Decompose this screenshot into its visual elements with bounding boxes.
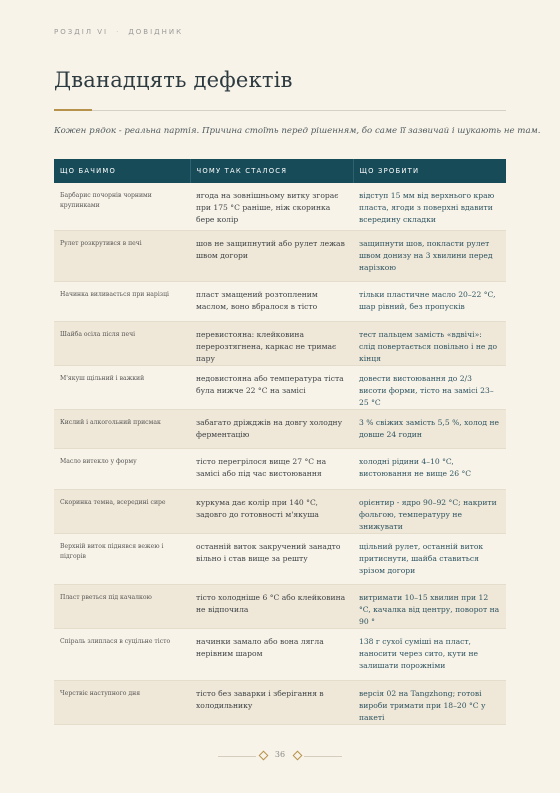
column-header-why: ЧОМУ ТАК СТАЛОСЯ — [190, 159, 353, 183]
cell-fix: щільний рулет, останній виток притиснути, шайба ставиться зрізом догори — [353, 533, 506, 584]
chapter-label: ДОВІДНИК — [128, 28, 184, 36]
header-separator: · — [116, 28, 121, 36]
diamond-ornament-icon — [293, 751, 303, 761]
cell-why: шов не защипнутий або рулет лежав швом догори — [190, 230, 353, 281]
cell-why: пласт змащений розтопленим маслом, воно вбралося в тісто — [190, 281, 353, 321]
cell-fix: орієнтир - ядро 90–92 °C; накрити фольгою, температуру не знижувати — [353, 489, 506, 533]
cell-why: тісто без заварки і зберігання в холодильнику — [190, 680, 353, 724]
cell-what: Рулет розкрутився в печі — [54, 230, 190, 281]
page-title: Дванадцять дефектів — [54, 68, 293, 92]
cell-what: Верхній виток піднявся вежею і підгорів — [54, 533, 190, 584]
cell-fix: 3 % свіжих замість 5,5 %, холод не довше 24 годин — [353, 409, 506, 448]
table-row — [54, 680, 506, 724]
cell-what: Барбарис почорнів чорними крупинками — [54, 183, 190, 230]
table-header — [54, 159, 506, 183]
section-label: РОЗДІЛ VI — [54, 28, 109, 36]
cell-what: Черствіє наступного дня — [54, 680, 190, 724]
cell-fix: відступ 15 мм від верхнього краю пласта, ягоди з поверхні вдавити всередину складки — [353, 183, 506, 230]
cell-why: ягода на зовнішньому витку згорає при 175 °C раніше, ніж скоринка бере колір — [190, 183, 353, 230]
cell-what: Пласт рветься під качалкою — [54, 584, 190, 628]
column-header-fix: ЩО ЗРОБИТИ — [353, 159, 506, 183]
table-row — [54, 628, 506, 680]
table-row — [54, 584, 506, 628]
table-row — [54, 230, 506, 281]
page-subtitle: Кожен рядок - реальна партія. Причина стоїть перед рішенням, бо саме її зазвичай і шукають не там. — [54, 126, 541, 136]
cell-what: Кислий і алкогольний присмак — [54, 409, 190, 448]
cell-what: Шайба осіла після печі — [54, 321, 190, 365]
table-body — [54, 183, 506, 724]
cell-why: перевистояна: клейковина перерозтягнена, каркас не тримає пару — [190, 321, 353, 365]
title-accent-rule — [54, 109, 92, 111]
cell-what: Спіраль злиплася в суцільне тісто — [54, 628, 190, 680]
cell-what: Начинка виливається при нарізці — [54, 281, 190, 321]
cell-why: тісто холодніше 6 °C або клейковина не відпочила — [190, 584, 353, 628]
footer-rule-right — [304, 756, 342, 757]
table-row — [54, 409, 506, 448]
cell-fix: витримати 10–15 хвилин при 12 °C, качалка від центру, поворот на 90 ° — [353, 584, 506, 628]
table-row — [54, 183, 506, 230]
cell-fix: версія 02 на Tangzhong; готові вироби тримати при 18–20 °C у пакеті — [353, 680, 506, 724]
cell-fix: 138 г сухої суміші на пласт, наносити через сито, кути не залишати порожніми — [353, 628, 506, 680]
cell-why: куркума дає колір при 140 °C, задовго до готовності м'якуша — [190, 489, 353, 533]
cell-why: забагато дріжджів на довгу холодну ферментацію — [190, 409, 353, 448]
footer-rule-left — [218, 756, 256, 757]
table-row — [54, 489, 506, 533]
title-divider — [92, 110, 506, 111]
cell-what: Скоринка темна, всередині сире — [54, 489, 190, 533]
table-row — [54, 281, 506, 321]
cell-fix: защипнути шов, покласти рулет швом донизу на 3 хвилини перед нарізкою — [353, 230, 506, 281]
cell-what: М'якуш щільний і важкий — [54, 365, 190, 409]
cell-fix: тільки пластичне масло 20–22 °C, шар рівний, без пропусків — [353, 281, 506, 321]
table-row — [54, 533, 506, 584]
cell-why: недовистояна або температура тіста була нижче 22 °C на замісі — [190, 365, 353, 409]
cell-fix: холодні рідини 4–10 °C, вистоювання не вище 26 °C — [353, 448, 506, 489]
cell-why: начинки замало або вона лягла нерівним шаром — [190, 628, 353, 680]
cell-why: останній виток закручений занадто вільно і став вище за решту — [190, 533, 353, 584]
table-header-row — [54, 159, 506, 183]
running-header — [54, 28, 183, 36]
diamond-ornament-icon — [259, 751, 269, 761]
defects-table — [54, 159, 506, 725]
page-number: 36 — [274, 750, 286, 759]
table-row — [54, 365, 506, 409]
cell-fix: довести вистоювання до 2/3 висоти форми, тісто на замісі 23–25 °C — [353, 365, 506, 409]
table-row — [54, 321, 506, 365]
cell-what: Масло витекло у форму — [54, 448, 190, 489]
cell-fix: тест пальцем замість «вдвічі»: слід повертається повільно і не до кінця — [353, 321, 506, 365]
table-row — [54, 448, 506, 489]
page-footer — [0, 749, 560, 763]
column-header-what: ЩО БАЧИМО — [54, 159, 190, 183]
cell-why: тісто перегрілося вище 27 °C на замісі або під час вистоювання — [190, 448, 353, 489]
